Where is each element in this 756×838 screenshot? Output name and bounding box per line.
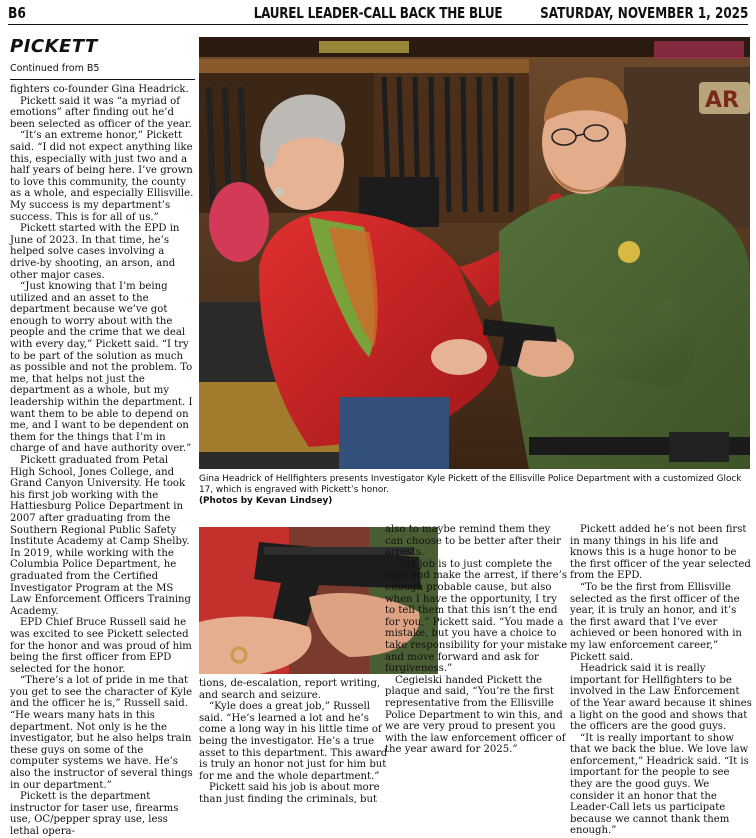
masthead: LAUREL LEADER-CALL BACK THE BLUE <box>253 4 503 22</box>
story-kicker: PICKETT <box>10 36 98 57</box>
continued-line: Continued from B5 <box>10 63 100 74</box>
paragraph: Pickett graduated from Petal High School, Jones College, and Grand Canyon University. He took his first job working with the Hattiesburg Police Department in 2007 after graduating from the Southern Regional Public Safety Institute Academy at Camp Shelby. In 2019, while working with the Columbia Police Department, he graduated from the Certified Investigator Program at the MS Law Enforcement Officers Training Academy. <box>10 455 192 617</box>
paragraph: Cegielski handed Pickett the plaque and said, “You’re the first representative from the Ellisville Police Department to win this, and we are very proud to present you with the law enforcement officer of the year award for 2025.” <box>385 674 566 756</box>
paragraph: Pickett started with the EPD in June of 2023. In that time, he’s helped solve cases involving a drive-by shooting, an arson, and other major cases. <box>10 223 180 281</box>
paragraph: Pickett is the department instructor for taser use, firearms use, OC/pepper spray use, less lethal opera- <box>10 791 179 837</box>
paragraph: Headrick said it is really important for Hellfighters to be involved in the Law Enforcement of the Year award because it shines a light on the good and shows that the officers are the good guys. <box>570 663 752 733</box>
paragraph: “My job is to just complete the case and make the arrest, if there’s enough probable cause, but also when I have the opportunity, I try to tell them that this isn’t the end for you,” Pickett said. “You made a mistake, but you have a choice to take responsibility for your mistake and move forward and ask for forgiveness.” <box>385 558 568 675</box>
paragraph: tions, de-escalation, report writing, and search and seizure. <box>199 678 381 701</box>
paragraph: fighters co-founder Gina Headrick. <box>10 84 189 95</box>
article-column-2 <box>199 678 389 826</box>
main-photo <box>199 37 750 469</box>
store-sign-text: AR <box>705 88 739 113</box>
paragraph: Pickett said it was “a myriad of emotions” after finding out he’d been selected as officer of the year. <box>10 95 192 130</box>
article-column-3 <box>385 524 570 826</box>
caption-text: Gina Headrick of Hellfighters presents Investigator Kyle Pickett of the Ellisville Police Department with a customized Glock 17, which is engraved with Pickett’s honor. <box>199 474 742 495</box>
issue-date: SATURDAY, NOVEMBER 1, 2025 <box>539 4 748 22</box>
page-number: B6 <box>8 4 26 22</box>
photo-credit: (Photos by Kevan Lindsey) <box>199 496 333 506</box>
photo-caption <box>199 474 750 507</box>
paragraph: “It’s an extreme honor,” Pickett said. “I did not expect anything like this, especially with just two and a half years of being here. I’ve grown to love this community, the county as a whole, and especially Ellisville. My success is my department’s success. This is for all of us.” <box>10 130 194 223</box>
paragraph: “There’s a lot of pride in me that you get to see the character of Kyle and the officer he is,” Russell said. “He wears many hats in this department. Not only is he the investigator, but he also helps train these guys on some of the computer systems we have. He’s also the instructor of several things in our department.” <box>10 675 193 791</box>
paragraph: Pickett added he’s not been first in many things in his life and knows this is a huge honor to be the first officer of the year selected from the EPD. <box>570 524 751 582</box>
page-header <box>8 2 748 25</box>
article-column-1 <box>10 84 195 837</box>
paragraph: “Kyle does a great job,” Russell said. “He’s learned a lot and he’s come a long way in his little time of being the investigator. He’s a true asset to this department. This award is truly an honor not just for him but for me and the whole department.” <box>199 701 388 782</box>
article-column-4 <box>570 524 752 837</box>
paragraph: “Just knowing that I’m being utilized and an asset to the department because we’ve got enough to worry about with the people and the crime that we deal with every day,” Pickett said. “I try to be part of the solution as much as possible and not the problem. To me, that helps not just the department as a whole, but my leadership within the department. I want them to be able to depend on me, and I want to be dependent on them for the things that I’m in charge of and have authority over.” <box>10 281 193 455</box>
paragraph: EPD Chief Bruce Russell said he was excited to see Pickett selected for the honor and was proud of him being the first officer from EPD selected for the honor. <box>10 617 192 675</box>
paragraph: Pickett said his job is about more than just finding the criminals, but <box>199 782 380 805</box>
paragraph: “It is really important to show that we back the blue. We love law enforcement,” Headrick said. “It is important for the people to see they are the good guys. We consider it an honor that the Leader-Call lets us participate because we cannot thank them enough.” <box>570 732 749 837</box>
paragraph: “To be the first from Ellisville selected as the first officer of the year, it is truly an honor, and it’s the first award that I’ve ever achieved or been honored with in my law enforcement career,” Pickett said. <box>570 581 742 663</box>
divider <box>10 79 195 80</box>
paragraph: also to maybe remind them they can choose to be better after their arrests. <box>385 524 561 559</box>
